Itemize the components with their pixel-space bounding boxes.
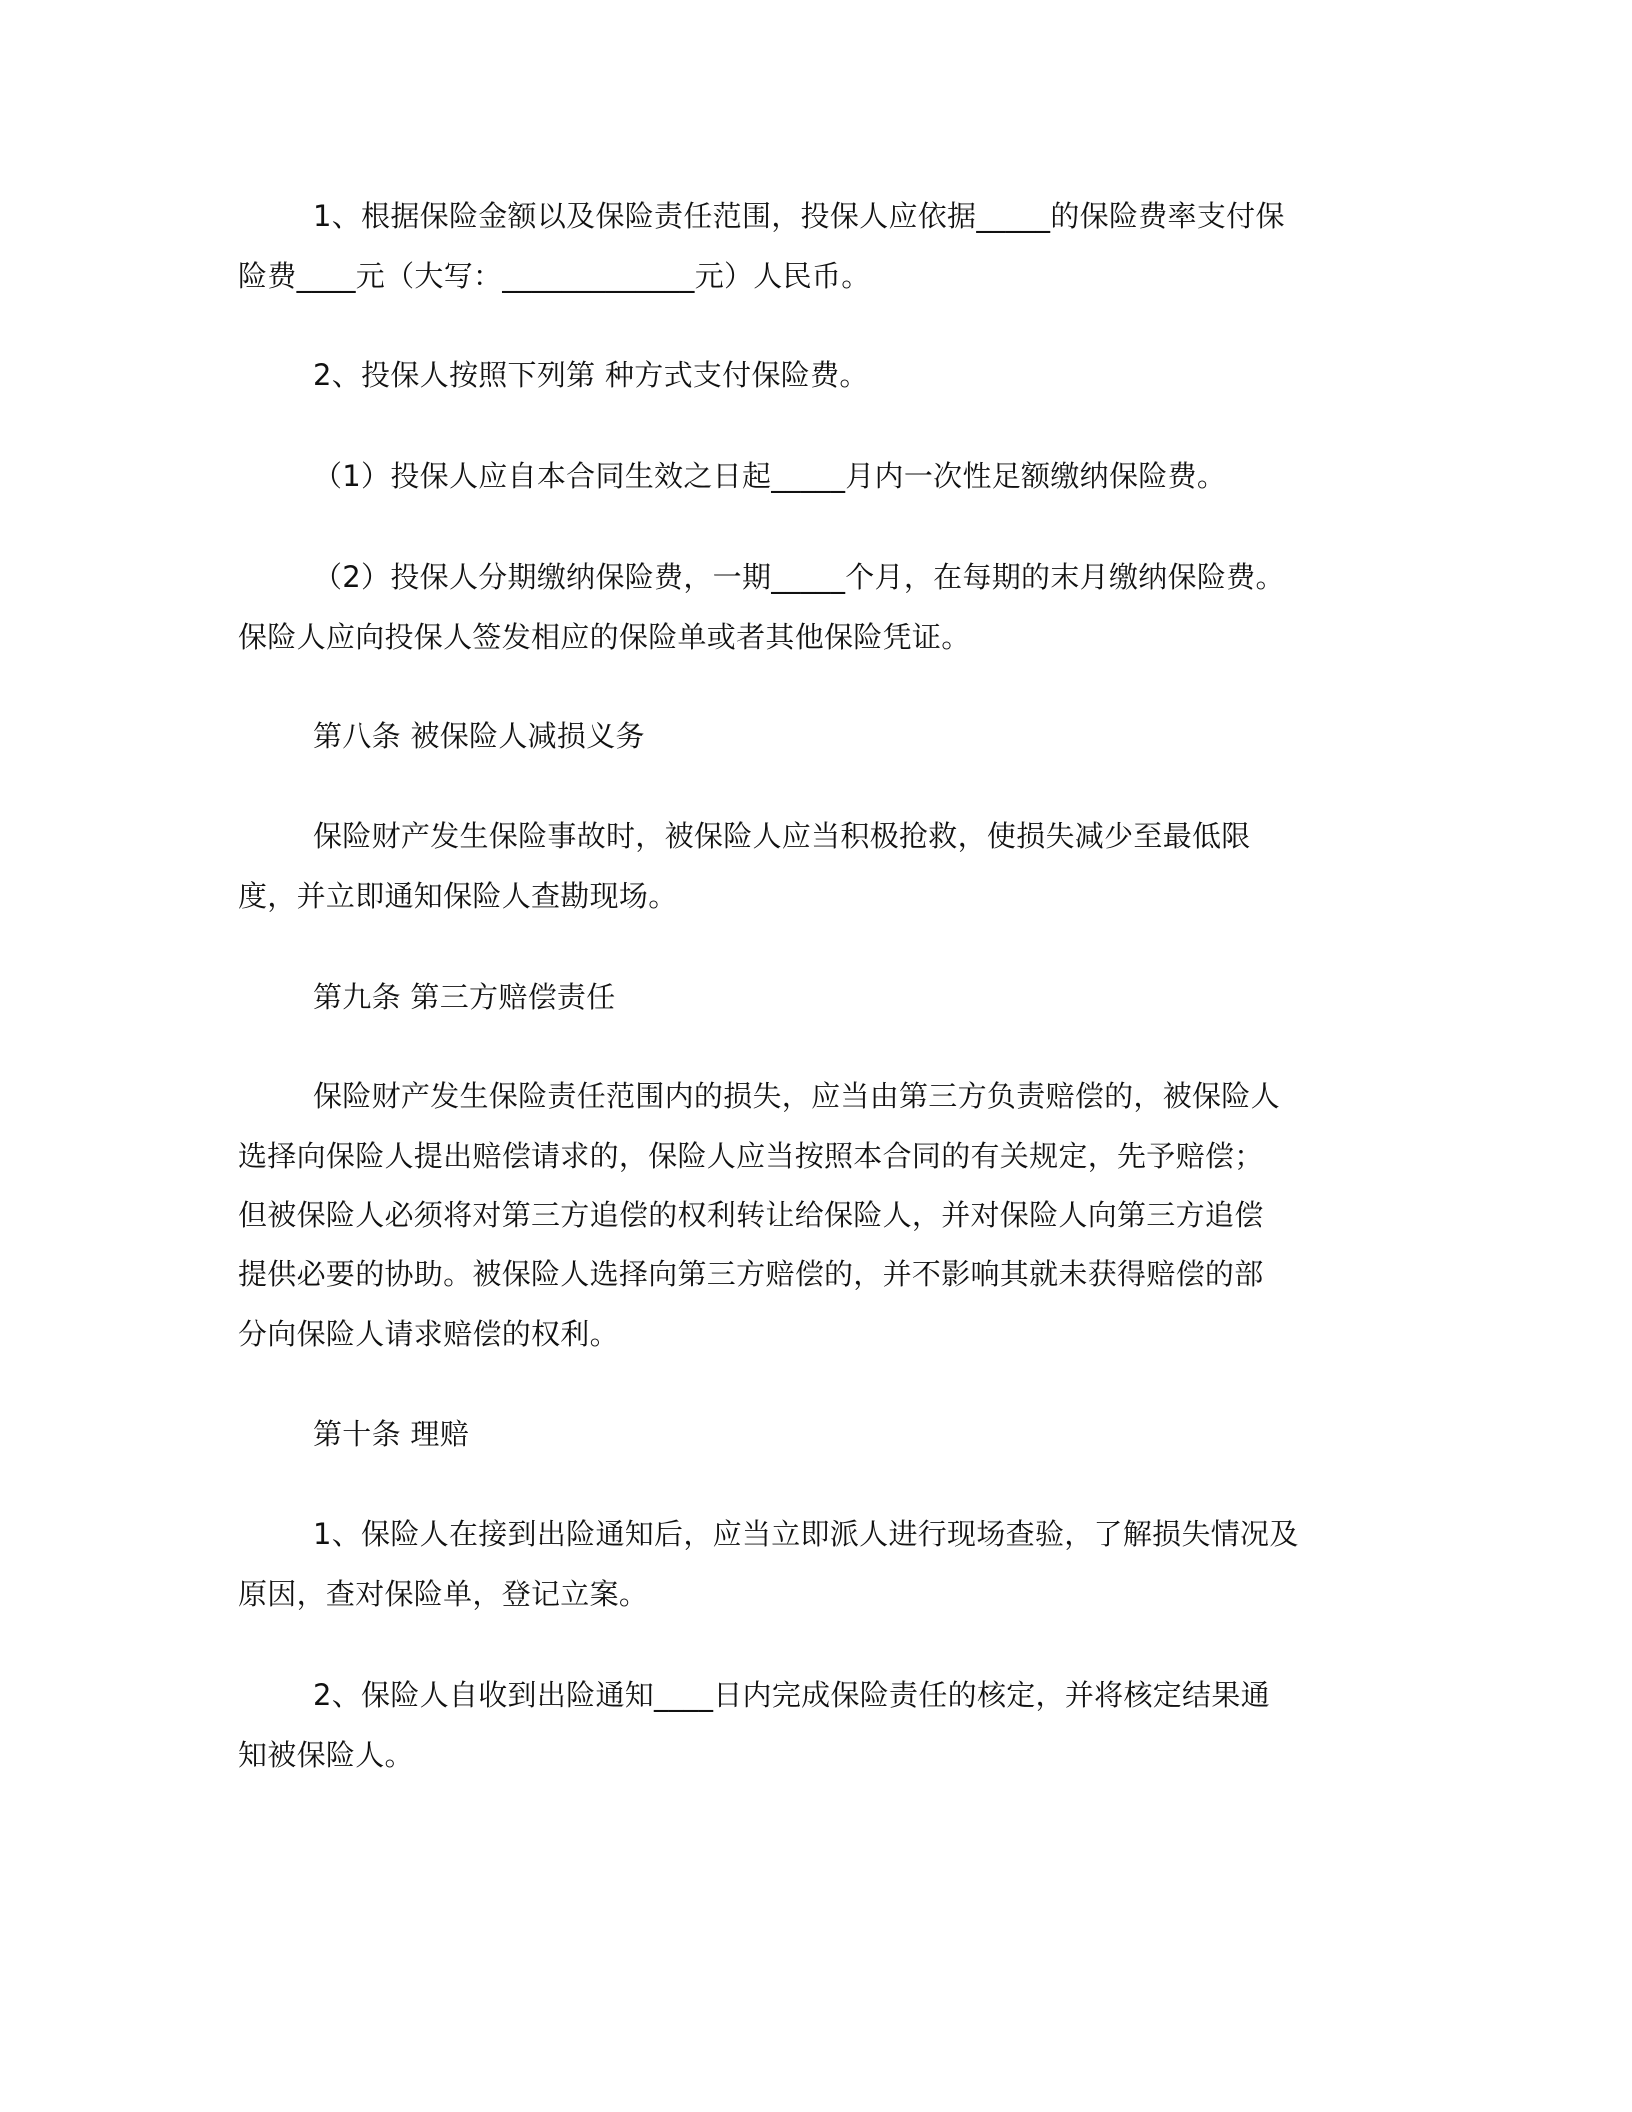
- text-line: 2、保险人自收到出险通知____日内完成保险责任的核定，并将核定结果通: [313, 1678, 1270, 1712]
- text-line: 1、根据保险金额以及保险责任范围，投保人应依据_____的保险费率支付保: [313, 199, 1285, 233]
- article-8-heading: 第八条 被保险人减损义务: [313, 719, 645, 753]
- text-line: 保险人应向投保人签发相应的保险单或者其他保险凭证。: [238, 620, 971, 654]
- text-line: 原因，查对保险单，登记立案。: [238, 1577, 649, 1611]
- article-10-heading: 第十条 理赔: [313, 1417, 470, 1451]
- text-line: 提供必要的协助。被保险人选择向第三方赔偿的，并不影响其就未获得赔偿的部: [238, 1257, 1264, 1291]
- text-line: 保险财产发生保险责任范围内的损失，应当由第三方负责赔偿的，被保险人: [313, 1079, 1280, 1113]
- text-line: （1）投保人应自本合同生效之日起_____月内一次性足额缴纳保险费。: [313, 459, 1227, 493]
- text-line: （2）投保人分期缴纳保险费，一期_____个月，在每期的末月缴纳保险费。: [313, 560, 1285, 594]
- article-9-heading: 第九条 第三方赔偿责任: [313, 980, 616, 1014]
- text-line: 知被保险人。: [238, 1738, 414, 1772]
- text-line: 2、投保人按照下列第 种方式支付保险费。: [313, 358, 869, 392]
- text-line: 但被保险人必须将对第三方追偿的权利转让给保险人，并对保险人向第三方追偿: [238, 1198, 1264, 1232]
- text-line: 1、保险人在接到出险通知后，应当立即派人进行现场查验，了解损失情况及: [313, 1517, 1299, 1551]
- text-line: 度，并立即通知保险人查勘现场。: [238, 879, 678, 913]
- text-line: 选择向保险人提出赔偿请求的，保险人应当按照本合同的有关规定，先予赔偿；: [238, 1139, 1264, 1173]
- text-line: 分向保险人请求赔偿的权利。: [238, 1317, 619, 1351]
- text-line: 保险财产发生保险事故时，被保险人应当积极抢救，使损失减少至最低限: [313, 819, 1251, 853]
- text-line: 险费____元（大写：_____________元）人民币。: [238, 259, 871, 293]
